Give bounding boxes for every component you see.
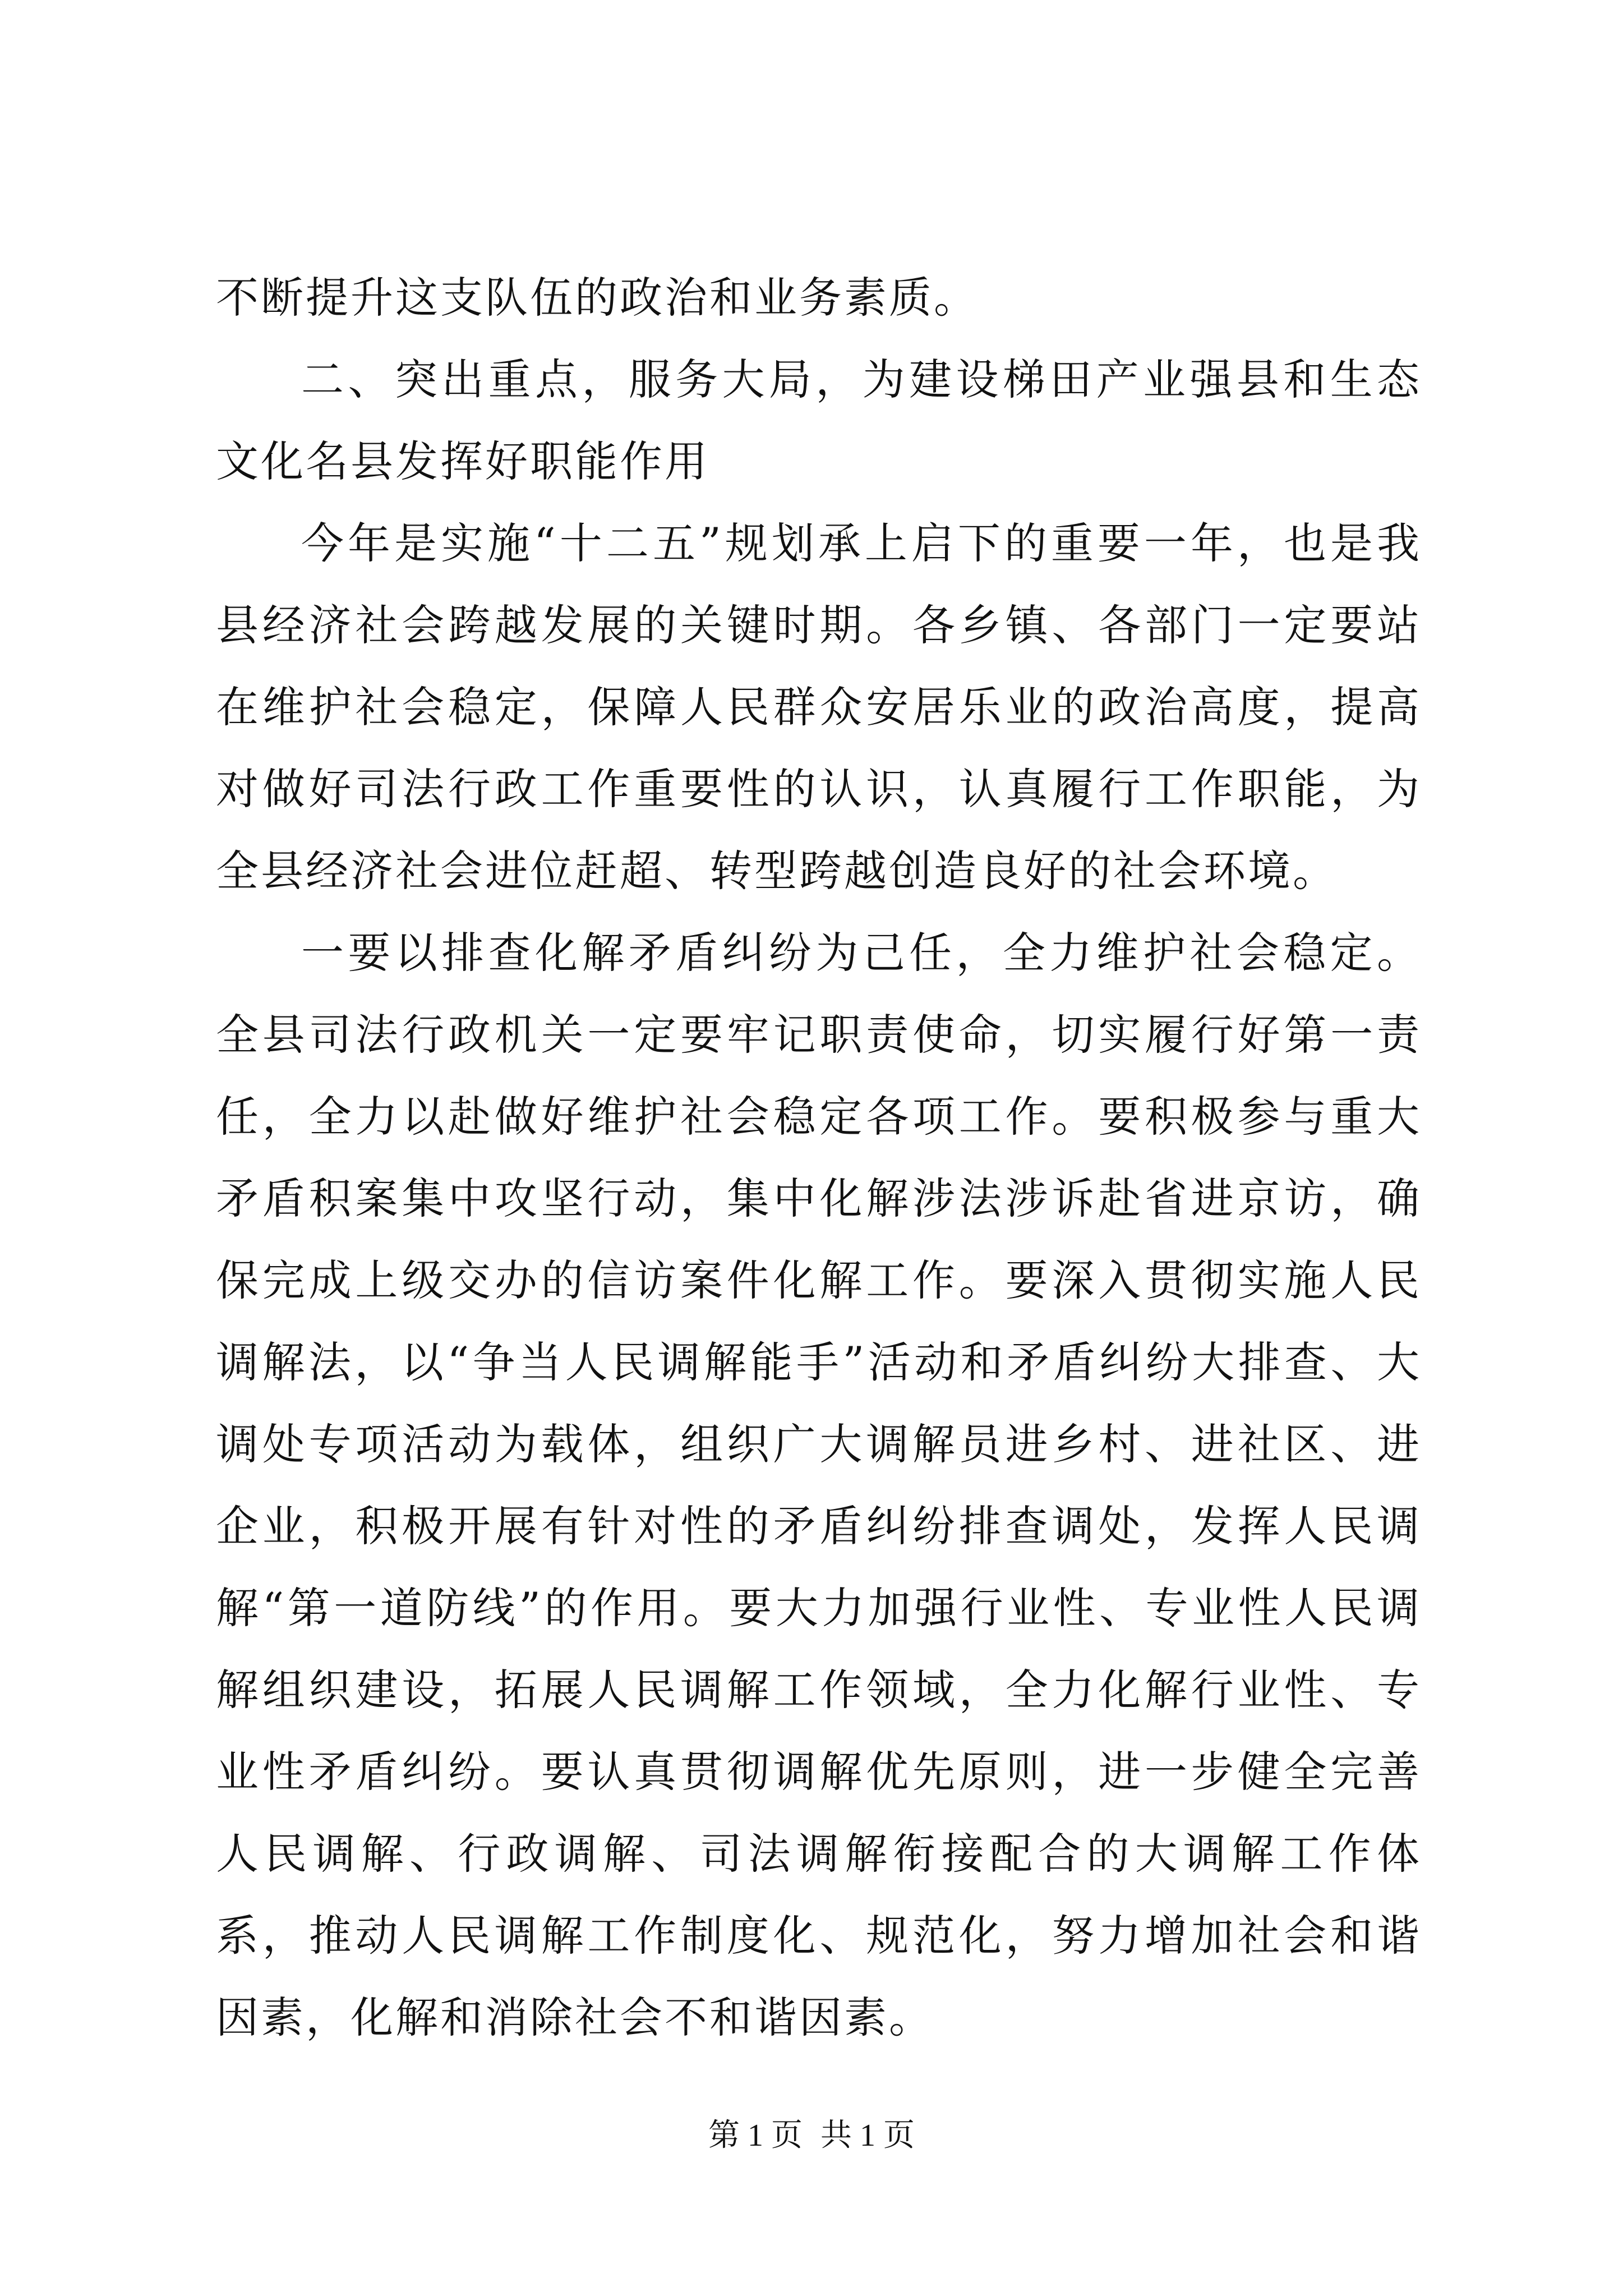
paragraph-1: 不断提升这支队伍的政治和业务素质。	[216, 273, 979, 323]
document-body	[216, 257, 1422, 2059]
page-total: 共 1 页	[820, 2118, 915, 2153]
paragraph-3: 一要以排查化解矛盾纠纷为己任，全力维护社会稳定。全县司法行政机关一定要牢记职责使命，切实履行好第一责任，全力以赴做好维护社会稳定各项工作。要积极参与重大矛盾积案集中攻坚行动，集中化解涉法涉诉赴省进京访，确保完成上级交办的信访案件化解工作。要深入贯彻实施人民调解法，以“争当人民调解能手”活动和矛盾纠纷大排查、大调处专项活动为载体，组织广大调解员进乡村、进社区、进企业，积极开展有针对性的矛盾纠纷排查调处，发挥人民调解“第一道防线”的作用。要大力加强行业性、专业性人民调解组织建设，拓展人民调解工作领域，全力化解行业性、专业性矛盾纠纷。要认真贯彻调解优先原则，进一步健全完善人民调解、行政调解、司法调解衔接配合的大调解工作体系，推动人民调解工作制度化、规范化，努力增加社会和谐因素，化解和消除社会不和谐因素。	[216, 928, 1422, 2042]
page-number: 第 1 页	[708, 2118, 803, 2153]
page-footer	[0, 2116, 1623, 2155]
section-heading: 二、突出重点，服务大局，为建设梯田产业强县和生态文化名县发挥好职能作用	[216, 355, 1422, 486]
paragraph-2: 今年是实施“十二五”规划承上启下的重要一年，也是我县经济社会跨越发展的关键时期。各乡镇、各部门一定要站在维护社会稳定，保障人民群众安居乐业的政治高度，提高对做好司法行政工作重要性的认识，认真履行工作职能，为全县经济社会进位赶超、转型跨越创造良好的社会环境。	[216, 518, 1422, 896]
